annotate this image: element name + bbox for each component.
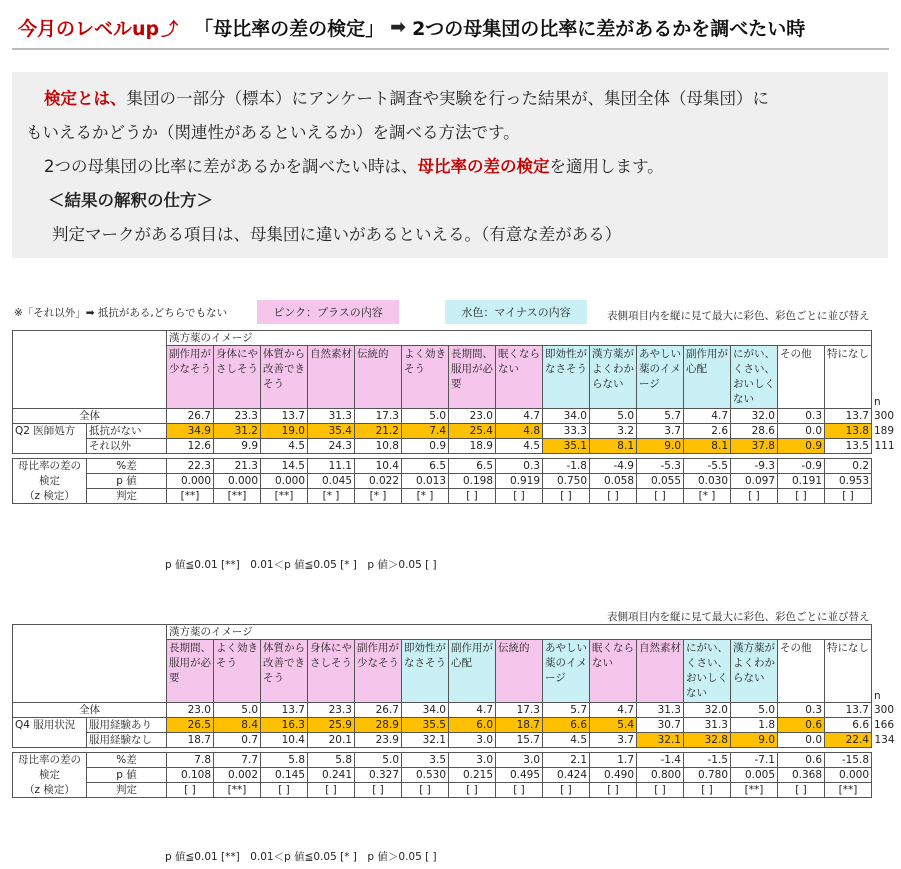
table-cell: 13.7 bbox=[261, 409, 308, 424]
intro-box bbox=[12, 72, 888, 258]
table-cell: 21.2 bbox=[355, 424, 402, 439]
column-header: 漢方薬がよくわからない bbox=[590, 346, 637, 409]
column-header: にがい、くさい、おいしくない bbox=[684, 640, 731, 703]
table-cell: 24.3 bbox=[308, 439, 355, 454]
test-cell: 0.000 bbox=[261, 474, 308, 489]
table-cell: 31.3 bbox=[637, 703, 684, 718]
test-method-label: 検定 bbox=[13, 768, 87, 783]
table-cell: 31.3 bbox=[308, 409, 355, 424]
table-cell: 34.0 bbox=[402, 703, 449, 718]
test-cell: 0.953 bbox=[825, 474, 872, 489]
table-cell: 13.8 bbox=[825, 424, 872, 439]
test-method-label: 検定 bbox=[13, 474, 87, 489]
test-cell: [ ] bbox=[778, 783, 825, 798]
column-header: 眠くならない bbox=[590, 640, 637, 703]
test-cell: 10.4 bbox=[355, 459, 402, 474]
table-cell: 26.7 bbox=[355, 703, 402, 718]
test-cell: -1.5 bbox=[684, 753, 731, 768]
test-cell: 3.0 bbox=[449, 753, 496, 768]
test-row-label: %差 bbox=[87, 753, 167, 768]
column-header: あやしい薬のイメージ bbox=[543, 640, 590, 703]
test-cell: 0.530 bbox=[402, 768, 449, 783]
table-cell: 6.6 bbox=[543, 718, 590, 733]
test-cell: 0.424 bbox=[543, 768, 590, 783]
test-cell: 0.097 bbox=[731, 474, 778, 489]
table-cell: 13.5 bbox=[825, 439, 872, 454]
table-cell: 3.2 bbox=[590, 424, 637, 439]
table-cell: 13.7 bbox=[825, 409, 872, 424]
header-divider bbox=[12, 48, 889, 50]
test-cell: [ ] bbox=[590, 783, 637, 798]
table-row bbox=[13, 439, 897, 454]
column-header: 副作用が少なそう bbox=[355, 640, 402, 703]
table-corner bbox=[13, 625, 167, 640]
table-cell: 31.3 bbox=[684, 718, 731, 733]
table-cell: 32.8 bbox=[684, 733, 731, 748]
level-up-label: 今月のレベルup bbox=[18, 17, 160, 40]
test-cell: 0.055 bbox=[637, 474, 684, 489]
table-cell: 5.0 bbox=[214, 703, 261, 718]
table-cell: 31.2 bbox=[214, 424, 261, 439]
blank bbox=[872, 331, 897, 346]
table-cell: 23.0 bbox=[167, 703, 214, 718]
table-cell: 5.4 bbox=[590, 718, 637, 733]
table-cell: 17.3 bbox=[496, 703, 543, 718]
test-row-label: 判定 bbox=[87, 783, 167, 798]
test-cell: [* ] bbox=[684, 489, 731, 504]
table-cell: 4.5 bbox=[261, 439, 308, 454]
column-header: 眠くならない bbox=[496, 346, 543, 409]
table-cell: 26.7 bbox=[167, 409, 214, 424]
table-cell: 6.6 bbox=[825, 718, 872, 733]
intro-line-5: 判定マークがある項目は、母集団に違いがあるといえる。（有意な差がある） bbox=[52, 225, 622, 244]
test-cell: -15.8 bbox=[825, 753, 872, 768]
table-row bbox=[13, 733, 897, 748]
table-cell: 1.8 bbox=[731, 718, 778, 733]
test-cell: [ ] bbox=[449, 489, 496, 504]
table-cell: 4.7 bbox=[684, 409, 731, 424]
test-cell: [ ] bbox=[684, 783, 731, 798]
table-cell: 8.1 bbox=[590, 439, 637, 454]
test-cell: 22.3 bbox=[167, 459, 214, 474]
row-label: 抵抗がない bbox=[87, 424, 167, 439]
table-cell: 5.0 bbox=[731, 703, 778, 718]
test-method-label: （z 検定） bbox=[13, 489, 87, 504]
test-cell: [ ] bbox=[778, 489, 825, 504]
column-header: 身体にやさしそう bbox=[214, 346, 261, 409]
test-cell: [ ] bbox=[543, 489, 590, 504]
table-cell: 18.7 bbox=[496, 718, 543, 733]
test-cell: 2.1 bbox=[543, 753, 590, 768]
table-cell: 16.3 bbox=[261, 718, 308, 733]
table-corner bbox=[13, 331, 167, 346]
table-cell: 6.0 bbox=[449, 718, 496, 733]
table-cell: 9.9 bbox=[214, 439, 261, 454]
test-cell: [**] bbox=[261, 489, 308, 504]
test-cell: 6.5 bbox=[402, 459, 449, 474]
table-cell: 28.9 bbox=[355, 718, 402, 733]
test-cell: 0.215 bbox=[449, 768, 496, 783]
column-header: 副作用が心配 bbox=[684, 346, 731, 409]
column-header: よく効きそう bbox=[402, 346, 449, 409]
table-cell: 18.9 bbox=[449, 439, 496, 454]
test-cell: -5.5 bbox=[684, 459, 731, 474]
table-cell: 4.5 bbox=[543, 733, 590, 748]
table-cell: 0.3 bbox=[778, 703, 825, 718]
intro-heading: ＜結果の解釈の仕方＞ bbox=[48, 191, 213, 210]
test-cell: 0.030 bbox=[684, 474, 731, 489]
column-header: 長期間、服用が必要 bbox=[167, 640, 214, 703]
test-cell: 0.000 bbox=[214, 474, 261, 489]
test-method-label: （z 検定） bbox=[13, 783, 87, 798]
table-row bbox=[13, 703, 897, 718]
table-cell: 28.6 bbox=[731, 424, 778, 439]
n-value: 300 bbox=[874, 410, 895, 422]
test-cell: [ ] bbox=[590, 489, 637, 504]
test-cell: [ ] bbox=[496, 489, 543, 504]
test-cell: 7.7 bbox=[214, 753, 261, 768]
test-cell: [* ] bbox=[402, 489, 449, 504]
section-label bbox=[13, 439, 87, 454]
n-value: 189 bbox=[874, 425, 895, 437]
table-cell: 3.7 bbox=[637, 424, 684, 439]
table-cell: 32.0 bbox=[731, 409, 778, 424]
test-row-label: p 値 bbox=[87, 768, 167, 783]
table-corner bbox=[13, 346, 167, 409]
test-cell: [ ] bbox=[637, 783, 684, 798]
table-cell: 34.9 bbox=[167, 424, 214, 439]
table-cell: 0.7 bbox=[214, 733, 261, 748]
table-cell: 10.4 bbox=[261, 733, 308, 748]
test-cell: 0.022 bbox=[355, 474, 402, 489]
table-cell: 5.0 bbox=[402, 409, 449, 424]
test-cell: [ ] bbox=[449, 783, 496, 798]
intro-line-1: 検定とは、集団の一部分（標本）にアンケート調査や実験を行った結果が、集団全体（母集団）に bbox=[44, 89, 770, 108]
table-cell: 4.7 bbox=[496, 409, 543, 424]
table-cell: 22.4 bbox=[825, 733, 872, 748]
table-cell: 13.7 bbox=[825, 703, 872, 718]
table-cell: 23.0 bbox=[449, 409, 496, 424]
intro-line-2: もいえるかどうか（関連性があるといえるか）を調べる方法です。 bbox=[26, 123, 520, 142]
table-cell: 8.4 bbox=[214, 718, 261, 733]
table-cell: 10.8 bbox=[355, 439, 402, 454]
column-header: 特になし bbox=[825, 346, 872, 409]
test-cell: 0.800 bbox=[637, 768, 684, 783]
test-cell: 0.2 bbox=[825, 459, 872, 474]
table-cell: 17.3 bbox=[355, 409, 402, 424]
column-header: 即効性がなさそう bbox=[402, 640, 449, 703]
right-arrow-icon: ➡ bbox=[390, 16, 407, 38]
test-cell: 0.000 bbox=[825, 768, 872, 783]
row-label: 服用経験なし bbox=[87, 733, 167, 748]
table-cell: 25.4 bbox=[449, 424, 496, 439]
test-cell: 0.750 bbox=[543, 474, 590, 489]
table2-main-table bbox=[12, 624, 897, 748]
test-cell: [**] bbox=[214, 783, 261, 798]
n-value: 111 bbox=[874, 440, 895, 452]
test-cell: 0.005 bbox=[731, 768, 778, 783]
test-cell: 0.000 bbox=[167, 474, 214, 489]
test-cell: 6.5 bbox=[449, 459, 496, 474]
sort-note-2: 表側項目内を縦に見て最大に彩色、彩色ごとに並び替え bbox=[607, 611, 870, 623]
row-label: それ以外 bbox=[87, 439, 167, 454]
test-cell: 11.1 bbox=[308, 459, 355, 474]
test-cell: 5.8 bbox=[308, 753, 355, 768]
test-cell: 0.3 bbox=[496, 459, 543, 474]
table-cell: 4.7 bbox=[590, 703, 637, 718]
section-label: Q4 服用状況 bbox=[13, 718, 87, 733]
test-cell: 0.919 bbox=[496, 474, 543, 489]
test-cell: [**] bbox=[731, 783, 778, 798]
test-cell: 21.3 bbox=[214, 459, 261, 474]
table-cell: 0.9 bbox=[402, 439, 449, 454]
table-cell: 0.6 bbox=[778, 718, 825, 733]
column-header: 自然素材 bbox=[637, 640, 684, 703]
cyan-legend: 水色：マイナスの内容 bbox=[445, 300, 587, 324]
test-cell: 0.368 bbox=[778, 768, 825, 783]
table-cell: 23.3 bbox=[214, 409, 261, 424]
n-value: 134 bbox=[874, 734, 895, 746]
column-header: 伝統的 bbox=[355, 346, 402, 409]
table-cell: 0.3 bbox=[778, 409, 825, 424]
legend-note: ※「それ以外」➡ 抵抗がある,どちらでもない bbox=[14, 307, 228, 319]
table-row bbox=[13, 424, 897, 439]
test-row-label: %差 bbox=[87, 459, 167, 474]
test-cell: -1.8 bbox=[543, 459, 590, 474]
test-cell: [ ] bbox=[731, 489, 778, 504]
test-cell: 0.241 bbox=[308, 768, 355, 783]
test-row-label: p 値 bbox=[87, 474, 167, 489]
column-header: 即効性がなさそう bbox=[543, 346, 590, 409]
page-title: 「母比率の差の検定」 bbox=[194, 17, 385, 40]
section-label: Q2 医師処方 bbox=[13, 424, 87, 439]
test-cell: -9.3 bbox=[731, 459, 778, 474]
test-cell: 0.045 bbox=[308, 474, 355, 489]
n-value: 300 bbox=[874, 704, 895, 716]
test-row-label: 判定 bbox=[87, 489, 167, 504]
table-cell: 35.4 bbox=[308, 424, 355, 439]
table-cell: 15.7 bbox=[496, 733, 543, 748]
table-cell: 32.1 bbox=[637, 733, 684, 748]
table-group-header: 漢方薬のイメージ bbox=[167, 331, 872, 346]
table-cell: 34.0 bbox=[543, 409, 590, 424]
column-header: 特になし bbox=[825, 640, 872, 703]
test-cell: 0.002 bbox=[214, 768, 261, 783]
test-cell: 5.0 bbox=[355, 753, 402, 768]
table-cell: 25.9 bbox=[308, 718, 355, 733]
column-header: 体質から改善できそう bbox=[261, 640, 308, 703]
table-cell: 18.7 bbox=[167, 733, 214, 748]
test-method-label: 母比率の差の bbox=[13, 459, 87, 474]
test-cell: 0.6 bbox=[778, 753, 825, 768]
table-cell: 32.1 bbox=[402, 733, 449, 748]
test-cell: 7.8 bbox=[167, 753, 214, 768]
table1-main-table bbox=[12, 330, 897, 454]
table-cell: 8.1 bbox=[684, 439, 731, 454]
column-header: 副作用が少なそう bbox=[167, 346, 214, 409]
table-cell: 2.6 bbox=[684, 424, 731, 439]
table-cell: 5.0 bbox=[590, 409, 637, 424]
table-cell: 23.3 bbox=[308, 703, 355, 718]
table-cell: 35.5 bbox=[402, 718, 449, 733]
footnote-1: p 値≦0.01 [**] 0.01＜p 値≦0.05 [* ] p 値＞0.05 [ ] bbox=[165, 559, 437, 571]
test-cell: [**] bbox=[167, 489, 214, 504]
table1-test-table bbox=[12, 458, 872, 504]
column-header: にがい、くさい、おいしくない bbox=[731, 346, 778, 409]
sort-note-1: 表側項目内を縦に見て最大に彩色、彩色ごとに並び替え bbox=[607, 310, 870, 322]
table-cell: 35.1 bbox=[543, 439, 590, 454]
test-cell: [* ] bbox=[355, 489, 402, 504]
test-cell: [**] bbox=[825, 783, 872, 798]
test-cell: [* ] bbox=[308, 489, 355, 504]
n-label: n bbox=[874, 689, 881, 702]
section-label bbox=[13, 733, 87, 748]
n-label: n bbox=[874, 395, 881, 408]
test-cell: 0.780 bbox=[684, 768, 731, 783]
footnote-2: p 値≦0.01 [**] 0.01＜p 値≦0.05 [* ] p 値＞0.05 [ ] bbox=[165, 851, 437, 863]
blank bbox=[872, 625, 897, 640]
column-header: 伝統的 bbox=[496, 640, 543, 703]
column-header: その他 bbox=[778, 640, 825, 703]
table-cell: 13.7 bbox=[261, 703, 308, 718]
table-cell: 7.4 bbox=[402, 424, 449, 439]
row-label: 服用経験あり bbox=[87, 718, 167, 733]
test-cell: [ ] bbox=[825, 489, 872, 504]
test-cell: [ ] bbox=[402, 783, 449, 798]
test-cell: [ ] bbox=[355, 783, 402, 798]
row-label: 全体 bbox=[13, 703, 167, 718]
test-cell: [ ] bbox=[543, 783, 590, 798]
test-cell: 0.013 bbox=[402, 474, 449, 489]
test-cell: [ ] bbox=[637, 489, 684, 504]
table-cell: 23.9 bbox=[355, 733, 402, 748]
pink-legend: ピンク：プラスの内容 bbox=[257, 300, 399, 324]
test-cell: 0.145 bbox=[261, 768, 308, 783]
column-header: 副作用が心配 bbox=[449, 640, 496, 703]
column-header: よく効きそう bbox=[214, 640, 261, 703]
test-cell: [ ] bbox=[308, 783, 355, 798]
test-cell: [ ] bbox=[261, 783, 308, 798]
table-cell: 30.7 bbox=[637, 718, 684, 733]
table-cell: 3.7 bbox=[590, 733, 637, 748]
table2-test-table bbox=[12, 752, 872, 798]
test-method-label: 母比率の差の bbox=[13, 753, 87, 768]
page-header bbox=[18, 14, 805, 40]
test-cell: -7.1 bbox=[731, 753, 778, 768]
column-header: 長期間、服用が必要 bbox=[449, 346, 496, 409]
test-cell: -0.9 bbox=[778, 459, 825, 474]
column-header: あやしい薬のイメージ bbox=[637, 346, 684, 409]
test-cell: [ ] bbox=[496, 783, 543, 798]
column-header: 体質から改善できそう bbox=[261, 346, 308, 409]
test-cell: -4.9 bbox=[590, 459, 637, 474]
table-cell: 4.5 bbox=[496, 439, 543, 454]
test-cell: 0.198 bbox=[449, 474, 496, 489]
intro-line-3: 2つの母集団の比率に差があるかを調べたい時は、母比率の差の検定を適用します。 bbox=[44, 157, 664, 176]
column-header: 自然素材 bbox=[308, 346, 355, 409]
table-cell: 26.5 bbox=[167, 718, 214, 733]
table-group-header: 漢方薬のイメージ bbox=[167, 625, 872, 640]
column-header: 漢方薬がよくわからない bbox=[731, 640, 778, 703]
n-value: 166 bbox=[874, 719, 895, 731]
table-cell: 9.0 bbox=[731, 733, 778, 748]
test-cell: -5.3 bbox=[637, 459, 684, 474]
column-header: その他 bbox=[778, 346, 825, 409]
table-cell: 33.3 bbox=[543, 424, 590, 439]
table-cell: 37.8 bbox=[731, 439, 778, 454]
table-cell: 19.0 bbox=[261, 424, 308, 439]
test-cell: 14.5 bbox=[261, 459, 308, 474]
test-cell: [**] bbox=[214, 489, 261, 504]
test-cell: 0.490 bbox=[590, 768, 637, 783]
table-cell: 4.7 bbox=[449, 703, 496, 718]
row-label: 全体 bbox=[13, 409, 167, 424]
table-cell: 32.0 bbox=[684, 703, 731, 718]
test-cell: -1.4 bbox=[637, 753, 684, 768]
table-cell: 0.9 bbox=[778, 439, 825, 454]
table-cell: 20.1 bbox=[308, 733, 355, 748]
table-cell: 4.8 bbox=[496, 424, 543, 439]
page-subtitle: 2つの母集団の比率に差があるかを調べたい時 bbox=[412, 17, 806, 40]
test-cell: 5.8 bbox=[261, 753, 308, 768]
table-corner bbox=[13, 640, 167, 703]
column-header: 身体にやさしそう bbox=[308, 640, 355, 703]
test-cell: 0.327 bbox=[355, 768, 402, 783]
test-cell: [ ] bbox=[167, 783, 214, 798]
table-row bbox=[13, 409, 897, 424]
level-up-arrow-icon: ⤴ bbox=[161, 19, 179, 40]
test-cell: 0.191 bbox=[778, 474, 825, 489]
test-cell: 3.0 bbox=[496, 753, 543, 768]
table-cell: 3.0 bbox=[449, 733, 496, 748]
test-cell: 0.058 bbox=[590, 474, 637, 489]
test-cell: 3.5 bbox=[402, 753, 449, 768]
test-cell: 0.495 bbox=[496, 768, 543, 783]
table-cell: 5.7 bbox=[637, 409, 684, 424]
table-cell: 0.0 bbox=[778, 424, 825, 439]
test-cell: 0.108 bbox=[167, 768, 214, 783]
table-cell: 9.0 bbox=[637, 439, 684, 454]
test-cell: 1.7 bbox=[590, 753, 637, 768]
table-cell: 0.0 bbox=[778, 733, 825, 748]
table-row bbox=[13, 718, 897, 733]
table-cell: 12.6 bbox=[167, 439, 214, 454]
table-cell: 5.7 bbox=[543, 703, 590, 718]
